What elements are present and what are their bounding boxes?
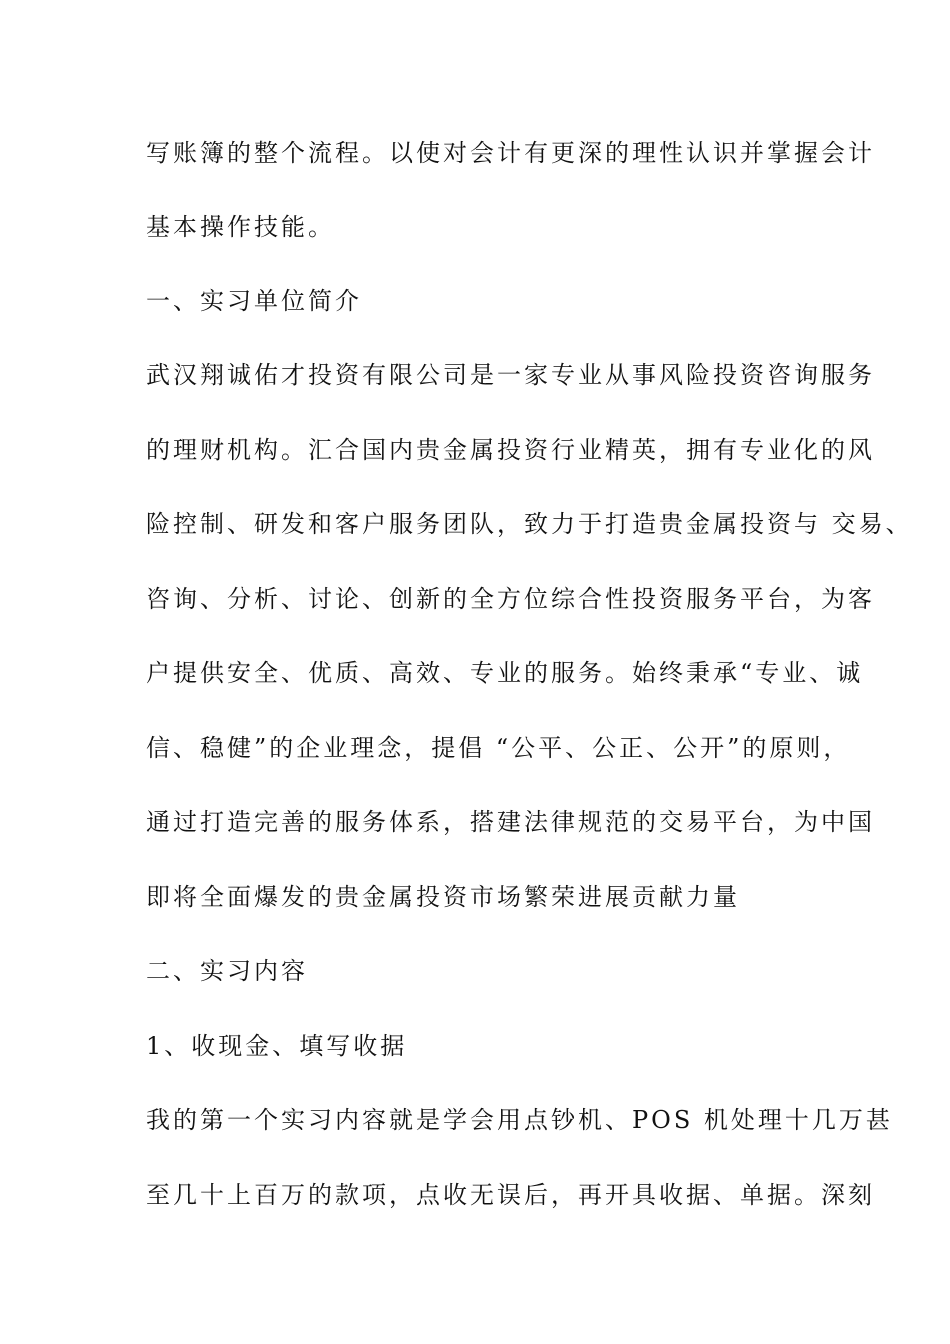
section-heading: 二、实习内容 bbox=[146, 957, 308, 985]
text-line: 户提供安全、优质、高效、专业的服务。始终秉承“专业、诚 bbox=[146, 659, 864, 687]
text-line: 的理财机构。汇合国内贵金属投资行业精英，拥有专业化的风 bbox=[146, 436, 875, 464]
section-heading: 一、实习单位简介 bbox=[146, 287, 362, 315]
text-line: 写账簿的整个流程。以使对会计有更深的理性认识并掌握会计 bbox=[146, 139, 875, 167]
text-line: 即将全面爆发的贵金属投资市场繁荣进展贡献力量 bbox=[146, 883, 740, 911]
text-line: 我的第一个实习内容就是学会用点钞机、POS 机处理十几万甚 bbox=[146, 1106, 893, 1134]
subsection-heading: 1、收现金、填写收据 bbox=[146, 1032, 408, 1060]
text-line: 武汉翔诚佑才投资有限公司是一家专业从事风险投资咨询服务 bbox=[146, 361, 875, 389]
text-line: 至几十上百万的款项，点收无误后，再开具收据、单据。深刻 bbox=[146, 1181, 875, 1209]
text-line: 咨询、分析、讨论、创新的全方位综合性投资服务平台，为客 bbox=[146, 585, 875, 613]
text-line: 信、稳健”的企业理念，提倡 “公平、公正、公开”的原则， bbox=[146, 734, 851, 762]
text-line: 险控制、研发和客户服务团队，致力于打造贵金属投资与 交易、 bbox=[146, 510, 913, 538]
text-line: 基本操作技能。 bbox=[146, 213, 335, 241]
text-line: 通过打造完善的服务体系，搭建法律规范的交易平台，为中国 bbox=[146, 808, 875, 836]
